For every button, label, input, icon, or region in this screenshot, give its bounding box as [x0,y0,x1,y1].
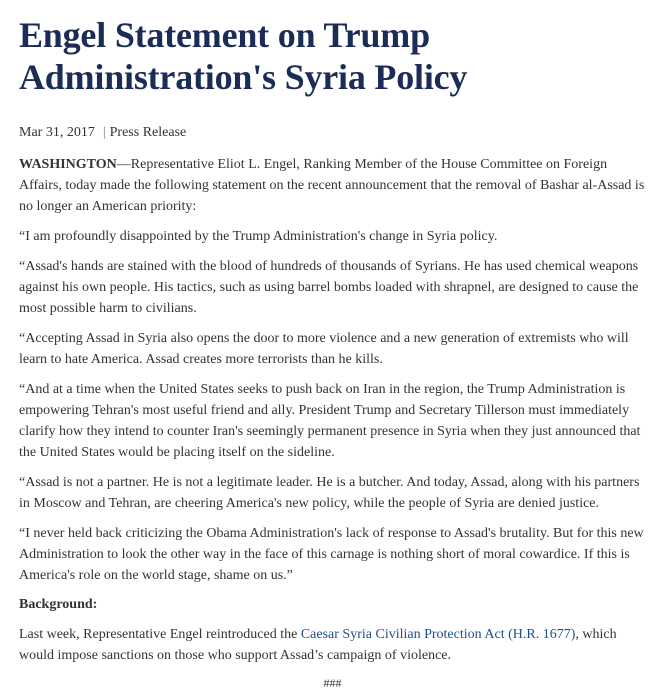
quote-paragraph-2: “Assad's hands are stained with the blood of hundreds of thousands of Syrians. He has used chemical weapons against his own people. His tactics, such as using barrel bombs loaded with shrapnel, are designed to cause the most possible harm to civilians. [19,259,639,316]
quote-paragraph-1: “I am profoundly disappointed by the Trump Administration's change in Syria policy. [19,229,498,244]
background-heading: Background: [19,597,98,612]
background-text-after: , which would impose sanctions on those who support Assad’s campaign of violence. [19,627,617,663]
quote-paragraph-6: “I never held back criticizing the Obama Administration's lack of response to Assad's brutality. But for this new Administration to look the other way in the face of this carnage is nothing short of moral cowardice. If this is America's role on the world stage, shame on us.” [19,526,644,583]
end-mark: ### [323,676,342,690]
article-meta [19,125,646,141]
intro-text: Representative Eliot L. Engel, Ranking Member of the House Committee on Foreign Affairs, today made the following statement on the recent announcement that the removal of Bashar al-Assad is no longer an American priority: [19,157,645,214]
page-title [19,14,646,98]
caesar-act-link[interactable]: Caesar Syria Civilian Protection Act (H.R. 1677) [300,627,576,642]
dateline-dash: — [116,157,131,172]
quote-paragraph-4: “And at a time when the United States seeks to push back on Iran in the region, the Trump Administration is empowering Tehran's most useful friend and ally. President Trump and Secretary Tillerson must immediately clarify how they intend to counter Iran's seemingly permanent presence in Syria when they just announced that the United States would be placing itself on the sideline. [19,382,641,460]
article-body [19,154,646,691]
quote-paragraph-3: “Accepting Assad in Syria also opens the door to more violence and a new generation of extremists who will learn to hate America. Assad creates more terrorists than he kills. [19,331,629,367]
article-type: Press Release [109,125,187,140]
publish-date: Mar 31, 2017 [19,125,95,140]
quote-paragraph-5: “Assad is not a partner. He is not a legitimate leader. He is a butcher. And today, Assad, along with his partners in Moscow and Tehran, are cheering America's new policy, while the people of Syria are denied justice. [19,475,640,511]
title-line-2: Administration's Syria Policy [19,57,468,97]
meta-separator: | [102,125,106,140]
title-line-1: Engel Statement on Trump [19,15,430,55]
dateline: WASHINGTON [19,157,117,172]
background-text-before: Last week, Representative Engel reintroduced the [19,627,301,642]
background-paragraph [19,624,646,666]
intro-paragraph [19,154,646,217]
